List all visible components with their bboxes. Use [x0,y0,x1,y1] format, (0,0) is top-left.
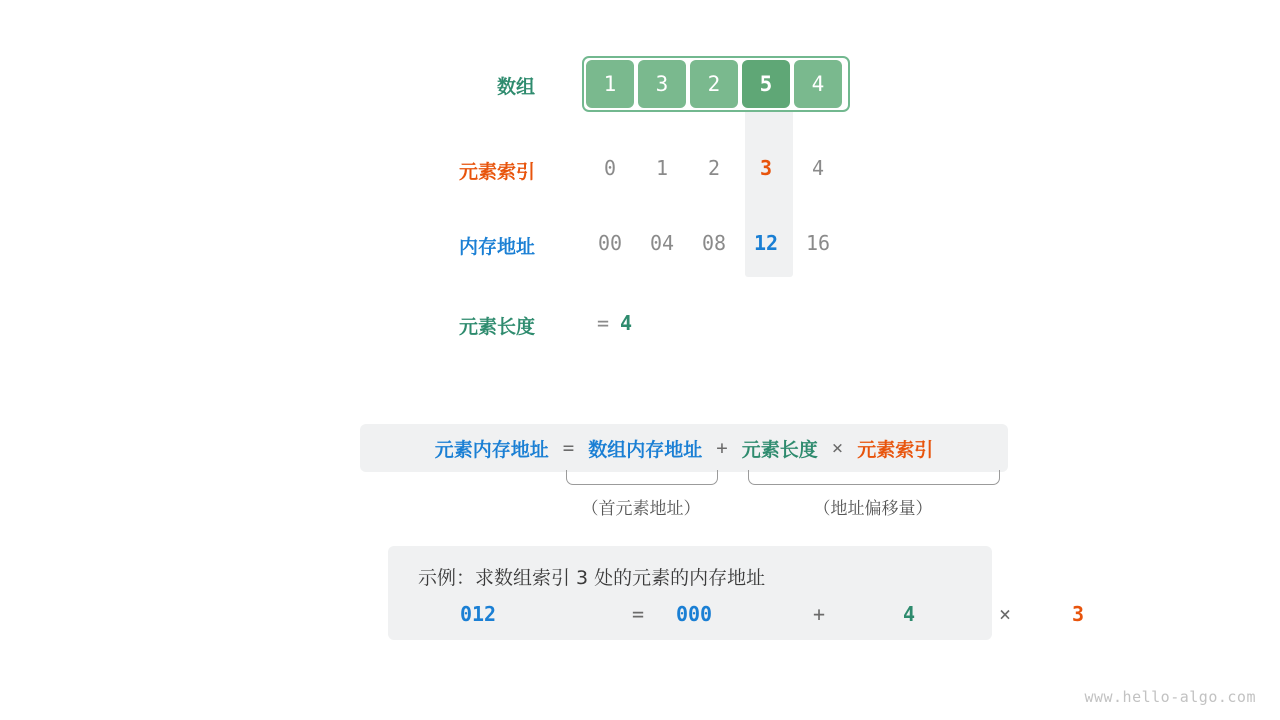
address-value: 04 [649,231,675,255]
index-row [586,156,842,180]
array-cell: 2 [690,60,738,108]
formula-plus: + [716,437,728,459]
address-value: 16 [805,231,831,255]
index-value: 4 [811,156,825,180]
address-row [586,231,842,255]
watermark: www.hello-algo.com [1084,688,1256,706]
caption-first-element: （首元素地址） [581,499,701,519]
formula-element-length: 元素长度 [741,438,818,461]
array-cell-selected: 5 [742,60,790,108]
label-element-index: 元素索引 [458,161,535,183]
example-title: 示例：求数组索引 3 处的元素的内存地址 [418,567,766,589]
example-result: 012 [459,602,497,626]
formula-equals: = [562,437,575,459]
label-element-length: 元素长度 [458,316,535,338]
index-value: 0 [603,156,617,180]
element-length-value: 4 [620,311,633,335]
address-value-selected: 12 [753,231,779,255]
array-cell: 3 [638,60,686,108]
brace-first-element [566,470,718,485]
caption-address-offset: （地址偏移量） [813,499,933,519]
formula-times: × [831,437,844,459]
example-plus: + [812,602,826,626]
formula-element-index: 元素索引 [857,438,934,461]
example-panel [388,546,1085,640]
array-cell: 1 [586,60,634,108]
array-cell: 4 [794,60,842,108]
equals-sign: = [596,311,610,335]
formula-array-address: 数组内存地址 [588,438,703,461]
example-base-address: 000 [675,602,713,626]
address-value: 00 [597,231,623,255]
index-value: 2 [707,156,721,180]
index-value: 1 [655,156,669,180]
element-length-expression [586,311,632,335]
array-cells [586,60,842,108]
index-value-selected: 3 [759,156,773,180]
label-memory-address: 内存地址 [458,236,535,258]
example-index: 3 [1071,602,1085,626]
address-formula [360,424,1008,472]
formula-element-address: 元素内存地址 [434,438,549,461]
example-equals: = [631,602,645,626]
example-times: × [998,602,1012,626]
label-array: 数组 [496,76,535,98]
example-element-length: 4 [902,602,916,626]
address-value: 08 [701,231,727,255]
brace-address-offset [748,470,1000,485]
